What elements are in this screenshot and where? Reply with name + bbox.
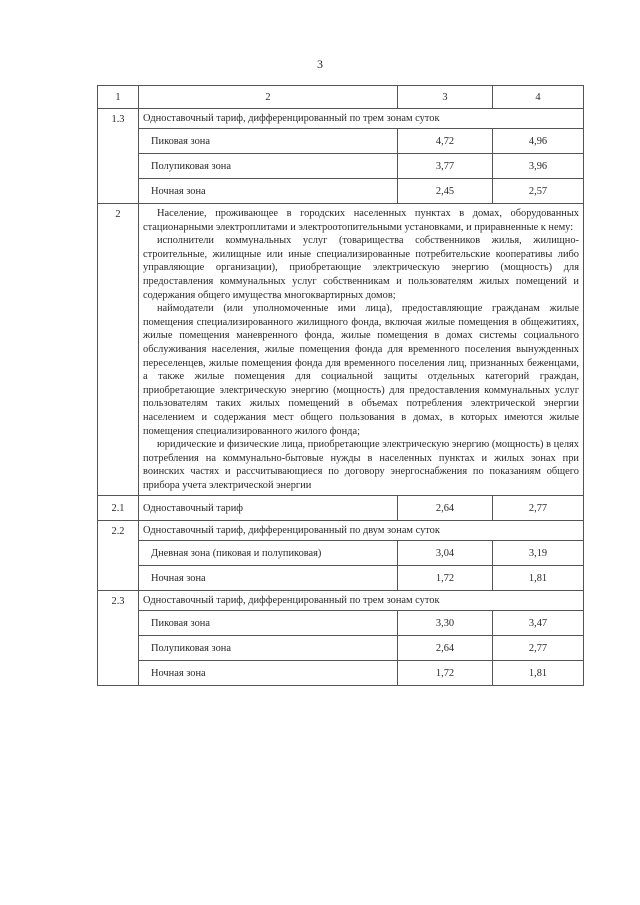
- tariff-value: 2,77: [493, 636, 584, 661]
- header-col-4: 4: [493, 86, 584, 109]
- section-row: [98, 496, 584, 521]
- description-paragraph: наймодатели (или уполномоченные ими лица), предоставляющие гражданам жилые помещения специализированного жилищного фонда, включая жилые помещения в общежитиях, жилые помещения маневренного фонда, жилые помещения в домах системы социального обслуживания населения, жилые помещения фонда для временного поселения вынужденных переселенцев, жилые помещения фонда для временного поселения лиц, признанных беженцами, а также жилые помещения для социальной защиты отдельных категорий граждан, приобретающие электрическую энергию (мощность) для предоставления коммунальных услуг пользователям таких жилых помещений в объемах потребления электрической энергии населением и содержания мест общего пользования в домах, в которых имеются жилые помещения специализированного жилого фонда;: [143, 303, 579, 437]
- tariff-value: 3,30: [398, 611, 493, 636]
- header-col-3: 3: [398, 86, 493, 109]
- section-number: 2.3: [98, 591, 139, 686]
- tariff-value: 3,47: [493, 611, 584, 636]
- table-row: [98, 129, 584, 154]
- zone-label: Полупиковая зона: [139, 154, 398, 179]
- zone-label: Ночная зона: [139, 661, 398, 686]
- tariff-table: [97, 85, 584, 686]
- section-row: [98, 109, 584, 129]
- table-row: [98, 661, 584, 686]
- section-row: [98, 204, 584, 496]
- section-number: 2: [98, 204, 139, 496]
- description-paragraph: юридические и физические лица, приобретающие электрическую энергию (мощность) в целях потребления на коммунально-бытовые нужды в населенных пунктах и жилых зонах при воинских частях и рассчитывающиеся по договору энергоснабжения по показаниям общего прибора учета электрической энергии: [143, 439, 579, 491]
- tariff-value: 1,72: [398, 566, 493, 591]
- table-row: [98, 541, 584, 566]
- tariff-value: 1,72: [398, 661, 493, 686]
- zone-label: Полупиковая зона: [139, 636, 398, 661]
- zone-label: Ночная зона: [139, 179, 398, 204]
- page-number: 3: [317, 57, 323, 71]
- zone-label: Ночная зона: [139, 566, 398, 591]
- tariff-value: 2,77: [493, 496, 584, 521]
- tariff-value: 4,96: [493, 129, 584, 154]
- section-row: [98, 521, 584, 541]
- section-title: Одноставочный тариф, дифференцированный по трем зонам суток: [139, 591, 584, 611]
- tariff-value: 3,96: [493, 154, 584, 179]
- tariff-value: 3,04: [398, 541, 493, 566]
- header-col-1: 1: [98, 86, 139, 109]
- zone-label: Пиковая зона: [139, 611, 398, 636]
- header-col-2: 2: [139, 86, 398, 109]
- tariff-value: 2,64: [398, 496, 493, 521]
- description-paragraph: исполнители коммунальных услуг (товарищества собственников жилья, жилищно-строительные, жилищные или иные специализированные потребительские кооперативы либо управляющие организации), приобретающие электрическую энергию (мощность) для предоставления коммунальных услуг собственникам и пользователям жилых помещений и содержания общего имущества многоквартирных домов;: [143, 235, 579, 301]
- consumer-description: [139, 204, 584, 496]
- table-row: [98, 611, 584, 636]
- table-header-row: [98, 86, 584, 109]
- section-number: 2.1: [98, 496, 139, 521]
- section-number: 2.2: [98, 521, 139, 591]
- section-title: Одноставочный тариф, дифференцированный по двум зонам суток: [139, 521, 584, 541]
- table-row: [98, 179, 584, 204]
- tariff-value: 3,19: [493, 541, 584, 566]
- tariff-value: 1,81: [493, 566, 584, 591]
- tariff-value: 2,45: [398, 179, 493, 204]
- table-row: [98, 566, 584, 591]
- tariff-value: 3,77: [398, 154, 493, 179]
- zone-label: Дневная зона (пиковая и полупиковая): [139, 541, 398, 566]
- table-row: [98, 636, 584, 661]
- zone-label: Пиковая зона: [139, 129, 398, 154]
- section-title: Одноставочный тариф: [139, 496, 398, 521]
- section-row: [98, 591, 584, 611]
- tariff-value: 1,81: [493, 661, 584, 686]
- tariff-value: 2,64: [398, 636, 493, 661]
- section-title: Одноставочный тариф, дифференцированный по трем зонам суток: [139, 109, 584, 129]
- section-number: 1.3: [98, 109, 139, 204]
- tariff-value: 2,57: [493, 179, 584, 204]
- table-row: [98, 154, 584, 179]
- description-paragraph: Население, проживающее в городских населенных пунктах в домах, оборудованных стационарными электроплитами и электроотопительными установками, и приравненные к нему:: [143, 208, 579, 233]
- tariff-value: 4,72: [398, 129, 493, 154]
